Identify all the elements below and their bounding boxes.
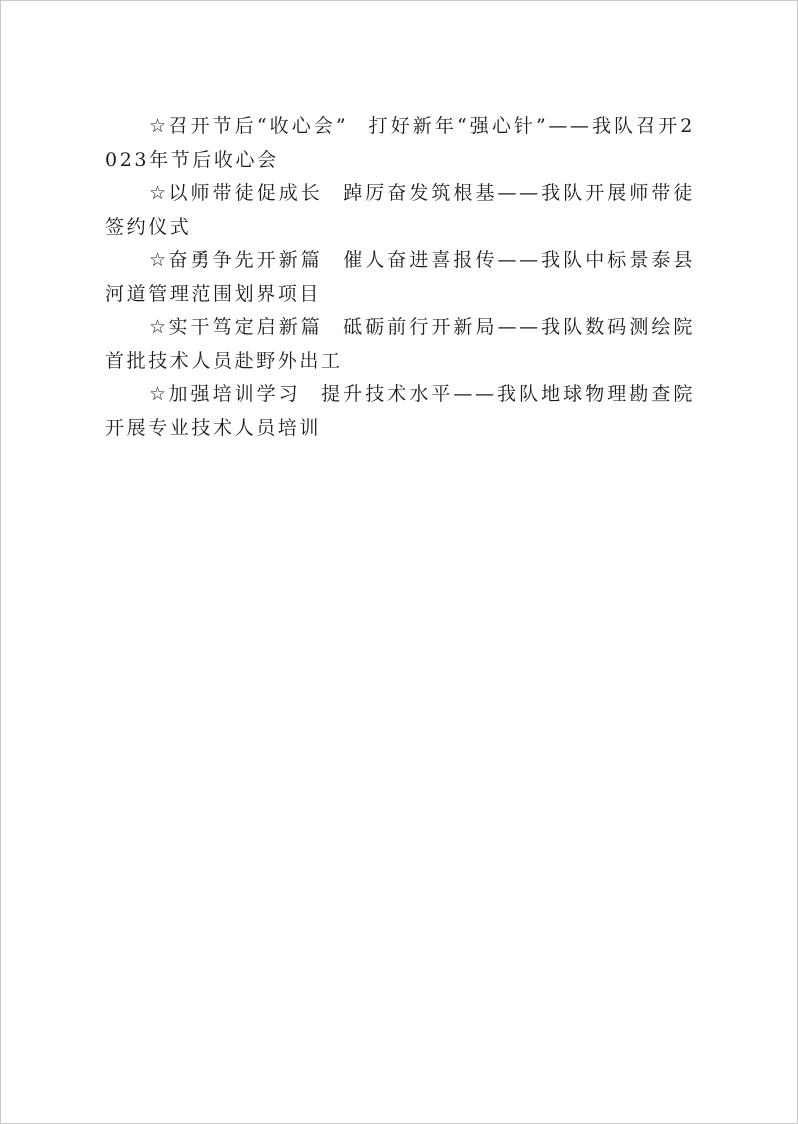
star-icon: ☆: [149, 115, 167, 137]
news-list: [105, 110, 695, 445]
item-detail: ——我队中标景泰县河道管理范围划界项目: [105, 249, 696, 305]
item-headline: 奋勇争先开新篇: [168, 249, 323, 271]
item-headline: 召开节后“收心会”: [168, 115, 349, 137]
item-subheadline: 提升技术水平: [320, 383, 454, 405]
star-icon: ☆: [149, 182, 167, 204]
star-icon: ☆: [149, 316, 167, 338]
star-icon: ☆: [149, 249, 167, 271]
item-headline: 加强培训学习: [168, 383, 301, 405]
item-headline: 实干笃定启新篇: [168, 316, 323, 338]
item-detail: ——我队地球物理勘查院开展专业技术人员培训: [105, 383, 695, 439]
item-subheadline: 催人奋进喜报传: [342, 249, 498, 271]
item-headline: 以师带徒促成长: [168, 182, 323, 204]
star-icon: ☆: [149, 383, 167, 405]
item-subheadline: 打好新年“强心针”: [368, 115, 549, 137]
list-item: [105, 244, 695, 311]
list-item: [105, 378, 695, 445]
list-item: [105, 110, 695, 177]
item-subheadline: 踔厉奋发筑根基: [342, 182, 498, 204]
item-detail: ——我队召开2023年节后收心会: [105, 115, 695, 171]
item-detail: ——我队开展师带徒签约仪式: [105, 182, 696, 238]
list-item: [105, 177, 695, 244]
item-subheadline: 砥砺前行开新局: [342, 316, 498, 338]
list-item: [105, 311, 695, 378]
item-detail: ——我队数码测绘院首批技术人员赴野外出工: [105, 316, 696, 372]
